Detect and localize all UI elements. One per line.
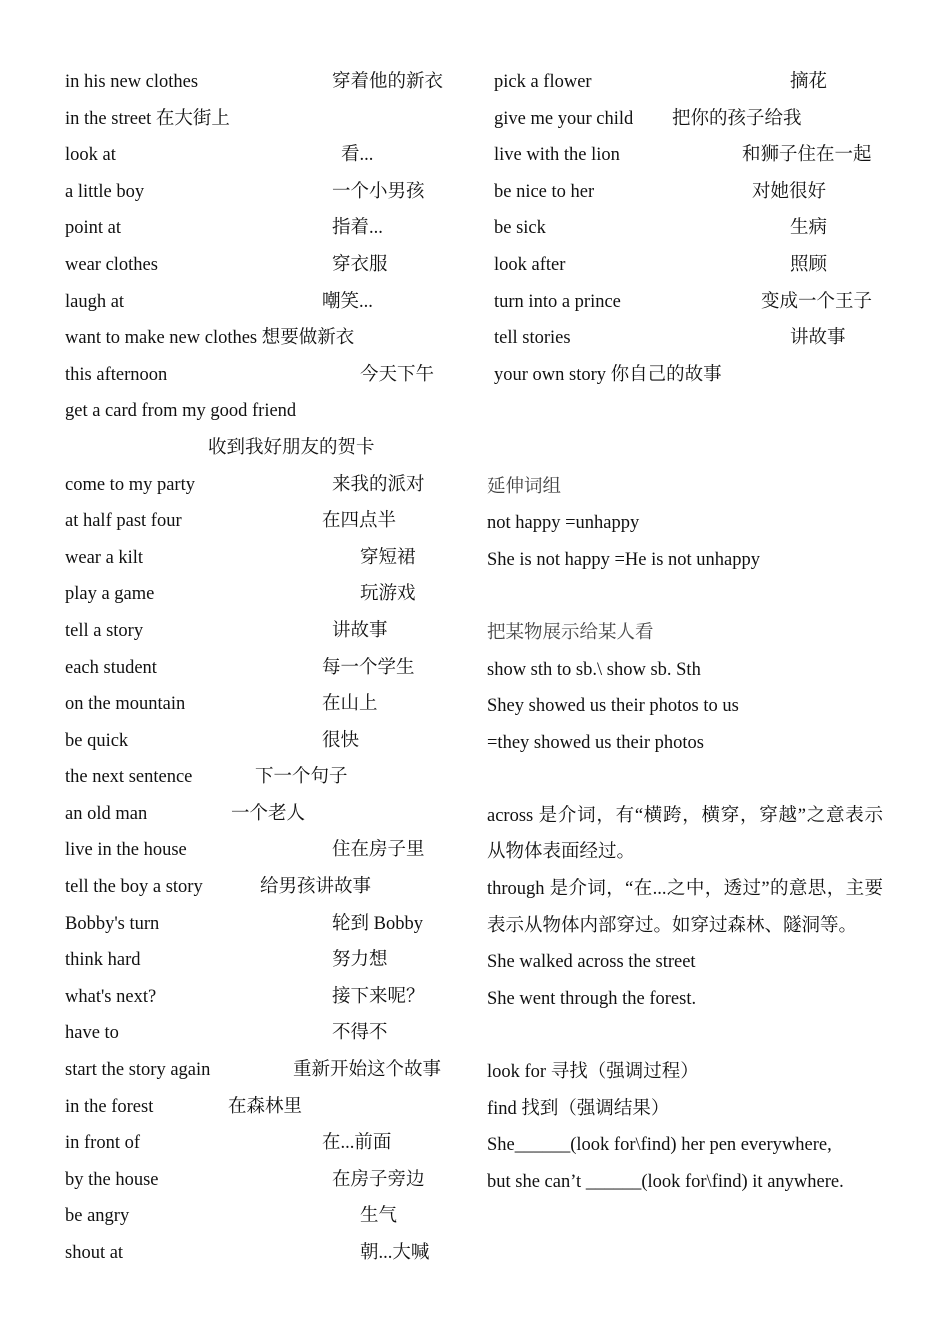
phrase-row — [494, 359, 887, 396]
phrase-english: shout at — [65, 1243, 124, 1263]
show-section — [487, 615, 887, 761]
phrase-chinese: 不得不 — [332, 1023, 388, 1044]
across-explanation: across 是介词，有“横跨，横穿，穿越”之意表示从物体表面经过。 — [487, 805, 883, 863]
phrase-english: tell the boy a story — [65, 877, 203, 898]
phrase-row — [65, 615, 465, 652]
phrase-english: look after — [494, 254, 566, 275]
phrase-english: in front of — [65, 1133, 141, 1154]
extension-line: not happy =unhappy — [487, 513, 640, 534]
phrase-row — [65, 395, 465, 432]
phrase-english: in his new clothes — [65, 72, 199, 92]
spacer — [487, 761, 887, 798]
phrase-chinese: 收到我好朋友的贺卡 — [208, 437, 375, 458]
show-heading: 把某物展示给某人看 — [487, 622, 654, 643]
phrase-english: play a game — [65, 584, 155, 605]
phrase-row — [65, 542, 465, 579]
phrase-english: turn into a prince — [494, 291, 621, 312]
phrase-english: an old man — [65, 803, 148, 824]
across-through-section — [487, 798, 887, 1018]
phrase-row — [494, 249, 887, 286]
show-line: show sth to sb.\ show sb. Sth — [487, 659, 701, 680]
phrase-english: point at — [65, 218, 122, 239]
right-column — [487, 66, 887, 1200]
phrase-chinese: 对她很好 — [752, 181, 827, 202]
phrase-chinese: 今天下午 — [360, 364, 435, 385]
phrase-chinese: 在山上 — [322, 694, 378, 715]
phrase-chinese: 很快 — [322, 730, 360, 751]
phrase-row — [65, 688, 465, 725]
phrase-chinese: 在四点半 — [322, 511, 397, 532]
find-definition: find 找到（强调结果） — [487, 1098, 670, 1119]
phrase-chinese: 重新开始这个故事 — [293, 1060, 442, 1081]
phrase-english: this afternoon — [65, 364, 168, 385]
phrase-english: get a card from my good friend — [65, 401, 297, 422]
phrase-chinese: 来我的派对 — [332, 474, 425, 495]
phrase-english: at half past four — [65, 511, 182, 532]
phrase-chinese: 讲故事 — [332, 620, 388, 641]
across-example: She walked across the street — [487, 952, 696, 973]
phrase-english: live with the lion — [494, 145, 620, 166]
phrase-chinese: 穿衣服 — [332, 254, 388, 275]
phrase-row — [494, 212, 887, 249]
lookfor-definition: look for 寻找（强调过程） — [487, 1062, 699, 1083]
phrase-english: wear a kilt — [65, 547, 144, 568]
phrase-english: wear clothes — [65, 254, 158, 275]
show-line: Shey showed us their photos to us — [487, 696, 739, 717]
phrase-english: be quick — [65, 730, 129, 751]
phrase-english: give me your child — [494, 108, 634, 129]
phrase-chinese: 穿短裙 — [360, 547, 416, 568]
phrase-english: your own story 你自己的故事 — [494, 364, 722, 385]
phrase-english: start the story again — [65, 1060, 211, 1081]
phrase-row — [65, 322, 465, 359]
spacer — [487, 432, 887, 469]
phrase-row — [65, 432, 465, 469]
phrase-chinese: 照顾 — [790, 254, 828, 275]
phrase-chinese: 生气 — [360, 1206, 398, 1227]
phrase-chinese: 在森林里 — [228, 1096, 303, 1117]
phrase-row — [65, 981, 465, 1018]
phrase-chinese: 在...前面 — [322, 1133, 392, 1154]
through-example: She went through the forest. — [487, 988, 697, 1009]
phrase-chinese: 和狮子住在一起 — [742, 145, 872, 166]
left-phrase-column — [65, 66, 465, 1274]
phrase-chinese: 给男孩讲故事 — [260, 877, 372, 898]
phrase-row — [65, 469, 465, 506]
phrase-row — [65, 1200, 465, 1237]
phrase-row — [494, 66, 887, 103]
extension-heading: 延伸词组 — [487, 476, 562, 497]
phrase-row — [65, 798, 465, 835]
phrase-chinese: 一个小男孩 — [332, 181, 425, 202]
phrase-english: be nice to her — [494, 181, 595, 202]
phrase-english: be angry — [65, 1206, 130, 1227]
phrase-row — [65, 1127, 465, 1164]
phrase-chinese: 朝...大喊 — [360, 1243, 430, 1263]
phrase-row — [65, 652, 465, 689]
phrase-chinese: 嘲笑... — [322, 291, 373, 312]
phrase-row — [65, 176, 465, 213]
phrase-row — [65, 578, 465, 615]
phrase-row — [65, 1054, 465, 1091]
phrase-chinese: 接下来呢？ — [332, 986, 425, 1007]
phrase-chinese: 穿着他的新衣 — [332, 72, 444, 92]
phrase-english: Bobby's turn — [65, 913, 160, 934]
phrase-row — [494, 139, 887, 176]
spacer — [487, 1017, 887, 1054]
phrase-chinese: 轮到 Bobby — [332, 913, 423, 934]
spacer — [487, 578, 887, 615]
exercise-line: but she can’t ______(look for\find) it anywhere. — [487, 1171, 844, 1192]
phrase-row — [65, 1017, 465, 1054]
phrase-english: a little boy — [65, 181, 145, 202]
phrase-english: in the forest — [65, 1096, 154, 1117]
phrase-english: think hard — [65, 950, 141, 971]
phrase-row — [65, 871, 465, 908]
phrase-chinese: 下一个句子 — [255, 767, 348, 788]
phrase-row — [65, 359, 465, 396]
phrase-row — [65, 66, 465, 103]
phrase-english: have to — [65, 1023, 119, 1044]
phrase-row — [65, 139, 465, 176]
phrase-chinese: 在房子旁边 — [332, 1169, 425, 1190]
phrase-chinese: 努力想 — [332, 950, 388, 971]
phrase-row — [65, 1237, 465, 1274]
phrase-row — [65, 1164, 465, 1201]
spacer — [487, 395, 887, 432]
phrase-row — [65, 944, 465, 981]
phrase-english: on the mountain — [65, 694, 186, 715]
phrase-english: in the street 在大街上 — [65, 108, 230, 129]
phrase-row — [65, 834, 465, 871]
extension-section — [487, 469, 887, 579]
phrase-english: pick a flower — [494, 72, 592, 92]
through-explanation: through 是介词，“在...之中，透过”的意思，主要表示从物体内部穿过。如穿过森林、隧洞等。 — [487, 879, 883, 936]
phrase-row — [65, 761, 465, 798]
phrase-row — [494, 176, 887, 213]
phrase-row — [65, 725, 465, 762]
phrase-english: be sick — [494, 218, 546, 239]
phrase-chinese: 指着... — [332, 218, 383, 239]
phrase-chinese: 把你的孩子给我 — [672, 108, 802, 129]
phrase-chinese: 生病 — [790, 218, 828, 239]
lookfor-find-section — [487, 1054, 887, 1200]
right-phrase-list — [494, 66, 887, 395]
phrase-english: tell stories — [494, 328, 571, 349]
phrase-row — [494, 103, 887, 140]
phrase-chinese: 住在房子里 — [332, 840, 425, 861]
phrase-chinese: 讲故事 — [790, 328, 846, 349]
phrase-row — [65, 212, 465, 249]
phrase-english: the next sentence — [65, 767, 193, 788]
phrase-chinese: 变成一个王子 — [761, 291, 873, 312]
phrase-english: each student — [65, 657, 157, 678]
phrase-row — [65, 505, 465, 542]
phrase-english: by the house — [65, 1169, 159, 1190]
phrase-chinese: 摘花 — [790, 72, 828, 92]
phrase-english: what's next? — [65, 986, 157, 1007]
phrase-chinese: 每一个学生 — [322, 657, 415, 678]
extension-line: She is not happy =He is not unhappy — [487, 549, 761, 570]
phrase-english: live in the house — [65, 840, 187, 861]
phrase-row — [494, 286, 887, 323]
phrase-english: want to make new clothes 想要做新衣 — [65, 328, 355, 349]
phrase-row — [65, 286, 465, 323]
phrase-row — [65, 249, 465, 286]
phrase-row — [65, 1091, 465, 1128]
phrase-english: laugh at — [65, 291, 125, 312]
phrase-english: look at — [65, 145, 116, 166]
phrase-chinese: 一个老人 — [231, 803, 306, 824]
phrase-chinese: 看... — [341, 145, 374, 166]
phrase-chinese: 玩游戏 — [360, 584, 416, 605]
phrase-row — [65, 908, 465, 945]
phrase-row — [494, 322, 887, 359]
phrase-row — [65, 103, 465, 140]
show-line: =they showed us their photos — [487, 732, 704, 753]
exercise-line: She______(look for\find) her pen everywhere, — [487, 1135, 832, 1156]
phrase-english: tell a story — [65, 620, 144, 641]
phrase-english: come to my party — [65, 474, 195, 495]
